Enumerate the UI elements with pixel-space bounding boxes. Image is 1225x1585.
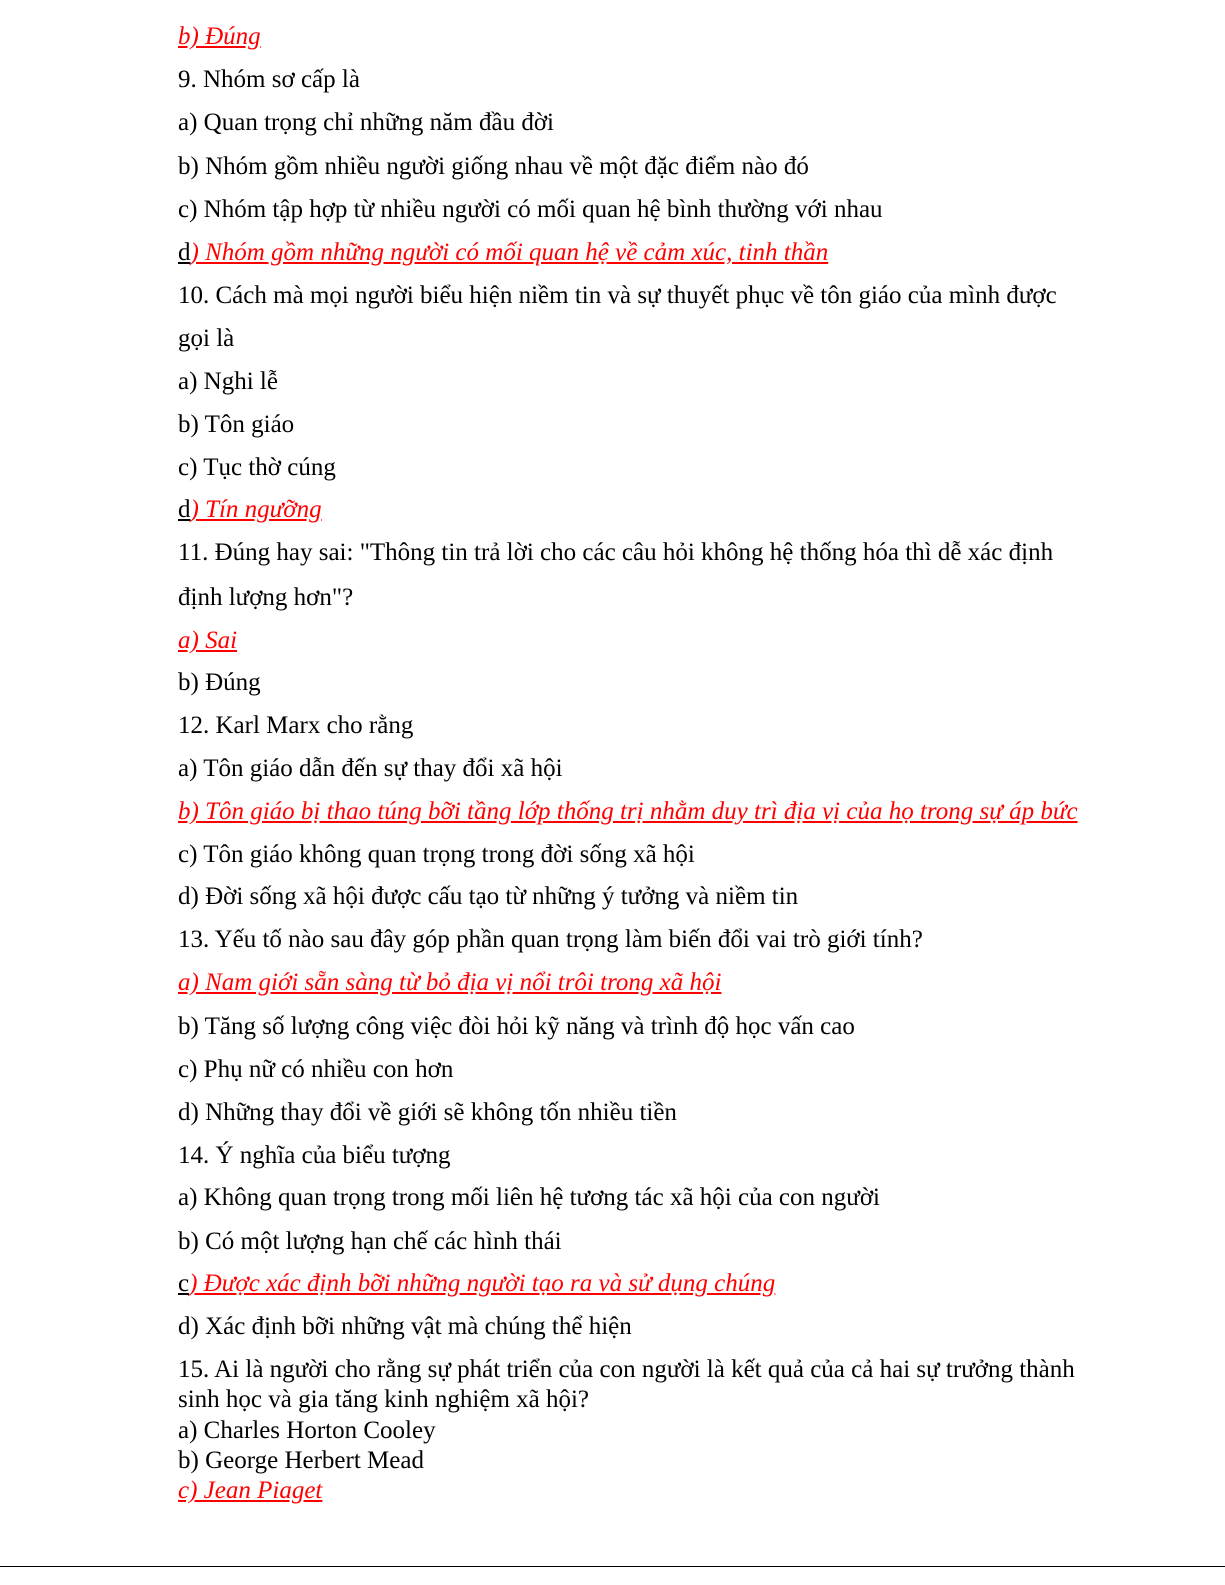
question-line: 11. Đúng hay sai: "Thông tin trả lời cho các câu hỏi không hệ thống hóa thì dễ xác định (178, 539, 1054, 566)
answer-text: ) Nhóm gồm những người có mối quan hệ về cảm xúc, tinh thần (190, 239, 829, 266)
page-bottom-divider (0, 1566, 1225, 1567)
option-line: d) Những thay đổi về giới sẽ không tốn nhiều tiền (178, 1099, 677, 1126)
answer-line: b) Đúng (178, 23, 261, 50)
question-line: 15. Ai là người cho rằng sự phát triển của con người là kết quả của cả hai sự trưởng thành (178, 1356, 1075, 1383)
option-line: c) Tôn giáo không quan trọng trong đời sống xã hội (178, 841, 695, 868)
option-line: a) Nghi lễ (178, 368, 278, 395)
option-line: a) Charles Horton Cooley (178, 1417, 436, 1444)
option-line: b) Đúng (178, 669, 261, 696)
answer-letter: d (178, 239, 191, 266)
option-line: c) Phụ nữ có nhiều con hơn (178, 1056, 454, 1083)
option-line: a) Tôn giáo dẫn đến sự thay đổi xã hội (178, 755, 563, 782)
option-line: d) Đời sống xã hội được cấu tạo từ những ý tưởng và niềm tin (178, 883, 799, 910)
answer-line (178, 238, 828, 268)
answer-text: ) Tín ngưỡng (190, 496, 322, 523)
question-line: 12. Karl Marx cho rằng (178, 712, 414, 739)
option-line: a) Không quan trọng trong mối liên hệ tương tác xã hội của con người (178, 1184, 880, 1211)
question-line: 14. Ý nghĩa của biểu tượng (178, 1142, 451, 1169)
answer-text: ) Được xác định bỡi những người tạo ra và sử dụng chúng (189, 1270, 776, 1297)
answer-letter: d (178, 496, 191, 523)
option-line: c) Nhóm tập hợp từ nhiều người có mối quan hệ bình thường với nhau (178, 196, 883, 223)
option-line: b) Tăng số lượng công việc đòi hỏi kỹ năng và trình độ học vấn cao (178, 1013, 855, 1040)
answer-line: c) Jean Piaget (178, 1477, 323, 1504)
question-line: gọi là (178, 325, 235, 352)
answer-line (178, 1269, 775, 1299)
question-line: định lượng hơn"? (178, 584, 354, 611)
option-line: b) George Herbert Mead (178, 1447, 424, 1474)
answer-letter: c (178, 1270, 190, 1297)
question-line: 9. Nhóm sơ cấp là (178, 66, 360, 93)
answer-line: b) Tôn giáo bị thao túng bỡi tầng lớp thống trị nhằm duy trì địa vị của họ trong sự áp bức (178, 798, 1078, 825)
option-line: c) Tục thờ cúng (178, 454, 336, 481)
answer-line: a) Sai (178, 627, 238, 654)
question-line: sinh học và gia tăng kinh nghiệm xã hội? (178, 1386, 590, 1413)
answer-line: a) Nam giới sẵn sàng từ bỏ địa vị nổi trôi trong xã hội (178, 969, 722, 996)
answer-line (178, 495, 322, 525)
question-line: 10. Cách mà mọi người biểu hiện niềm tin và sự thuyết phục về tôn giáo của mình được (178, 282, 1057, 309)
option-line: b) Nhóm gồm nhiều người giống nhau về một đặc điểm nào đó (178, 153, 809, 180)
option-line: d) Xác định bỡi những vật mà chúng thể hiện (178, 1313, 632, 1340)
question-line: 13. Yếu tố nào sau đây góp phần quan trọng làm biến đổi vai trò giới tính? (178, 926, 923, 953)
option-line: a) Quan trọng chỉ những năm đầu đời (178, 109, 554, 136)
option-line: b) Tôn giáo (178, 411, 295, 438)
option-line: b) Có một lượng hạn chế các hình thái (178, 1228, 562, 1255)
